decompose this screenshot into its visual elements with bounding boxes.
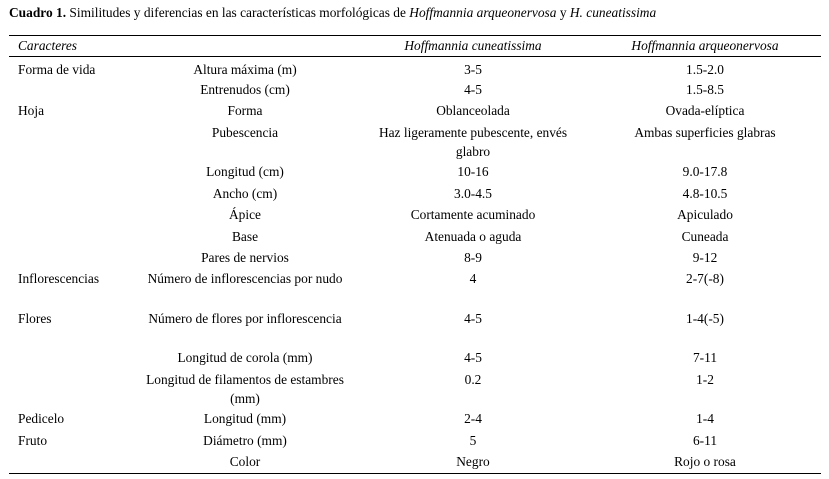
arqueonervosa-cell: Ambas superficies glabras	[634, 125, 776, 140]
cuneatissima-cell: 8-9	[464, 250, 482, 265]
caption-conjunction: y	[559, 5, 567, 20]
cuneatissima-cell: 4-5	[464, 311, 482, 326]
cuneatissima-cell: 4-5	[464, 350, 482, 365]
cuneatissima-cell: Atenuada o aguda	[424, 229, 522, 244]
arqueonervosa-cell: 1.5-2.0	[686, 62, 724, 77]
cuneatissima-cell: 3.0-4.5	[454, 186, 492, 201]
character-cell: Número de flores por inflorescencia	[148, 311, 342, 326]
cuneatissima-cell: 4-5	[464, 82, 482, 97]
character-cell: Color	[229, 454, 261, 469]
arqueonervosa-cell: Ovada-elíptica	[665, 103, 745, 118]
character-cell: Ápice	[229, 207, 261, 222]
caption-species-b: H. cuneatissima	[569, 5, 657, 20]
arqueonervosa-cell: 1-2	[696, 372, 714, 387]
character-cell: Pares de nervios	[201, 250, 289, 265]
cuneatissima-cell: Cortamente acuminado	[410, 207, 536, 222]
arqueonervosa-cell: 1.5-8.5	[686, 82, 724, 97]
table-header-rule	[9, 56, 821, 57]
header-caracteres: Caracteres	[18, 38, 78, 53]
arqueonervosa-cell: 1-4(-5)	[686, 311, 724, 326]
table-top-rule	[9, 35, 821, 36]
arqueonervosa-cell: 9.0-17.8	[682, 164, 728, 179]
arqueonervosa-cell: Apiculado	[677, 207, 733, 222]
character-cell: Número de inflorescencias por nudo	[147, 271, 343, 286]
character-cell: Diámetro (mm)	[203, 433, 287, 448]
arqueonervosa-cell: Cuneada	[681, 229, 729, 244]
character-cell: Forma	[227, 103, 263, 118]
caption-label: Cuadro 1.	[9, 5, 67, 20]
character-cell: Longitud (mm)	[203, 411, 287, 426]
table-caption	[9, 5, 656, 21]
header-arqueonervosa: Hoffmannia arqueonervosa	[631, 38, 779, 53]
cuneatissima-cell: 5	[469, 433, 477, 448]
cuneatissima-cell: 4	[469, 271, 477, 286]
character-cell: Ancho (cm)	[212, 186, 278, 201]
character-cell: Longitud de corola (mm)	[177, 350, 313, 365]
group-cell: Forma de vida	[18, 62, 96, 77]
caption-text: Similitudes y diferencias en las características morfológicas de	[69, 5, 406, 20]
cuneatissima-cell: 3-5	[464, 62, 482, 77]
table-bottom-rule	[9, 473, 821, 474]
cuneatissima-cell: Haz ligeramente pubescente, envés glabro	[378, 125, 568, 159]
group-cell: Inflorescencias	[18, 271, 100, 286]
cuneatissima-cell: Oblanceolada	[436, 103, 510, 118]
group-cell: Hoja	[18, 103, 45, 118]
arqueonervosa-cell: Rojo o rosa	[674, 454, 736, 469]
arqueonervosa-cell: 1-4	[696, 411, 714, 426]
character-cell: Pubescencia	[211, 125, 279, 140]
group-cell: Fruto	[18, 433, 48, 448]
character-cell: Longitud de filamentos de estambres (mm)	[146, 372, 344, 406]
arqueonervosa-cell: 7-11	[692, 350, 718, 365]
character-cell: Longitud (cm)	[206, 164, 284, 179]
header-cuneatissima: Hoffmannia cuneatissima	[404, 38, 542, 53]
cuneatissima-cell: 10-16	[457, 164, 489, 179]
arqueonervosa-cell: 6-11	[692, 433, 718, 448]
cuneatissima-cell: Negro	[456, 454, 490, 469]
character-cell: Base	[231, 229, 259, 244]
group-cell: Pedicelo	[18, 411, 65, 426]
cuneatissima-cell: 0.2	[464, 372, 482, 387]
group-cell: Flores	[18, 311, 52, 326]
cuneatissima-cell: 2-4	[464, 411, 482, 426]
character-cell: Altura máxima (m)	[193, 62, 297, 77]
arqueonervosa-cell: 9-12	[692, 250, 718, 265]
arqueonervosa-cell: 4.8-10.5	[682, 186, 728, 201]
character-cell: Entrenudos (cm)	[200, 82, 290, 97]
arqueonervosa-cell: 2-7(-8)	[686, 271, 724, 286]
caption-species-a: Hoffmannia arqueonervosa	[409, 5, 557, 20]
